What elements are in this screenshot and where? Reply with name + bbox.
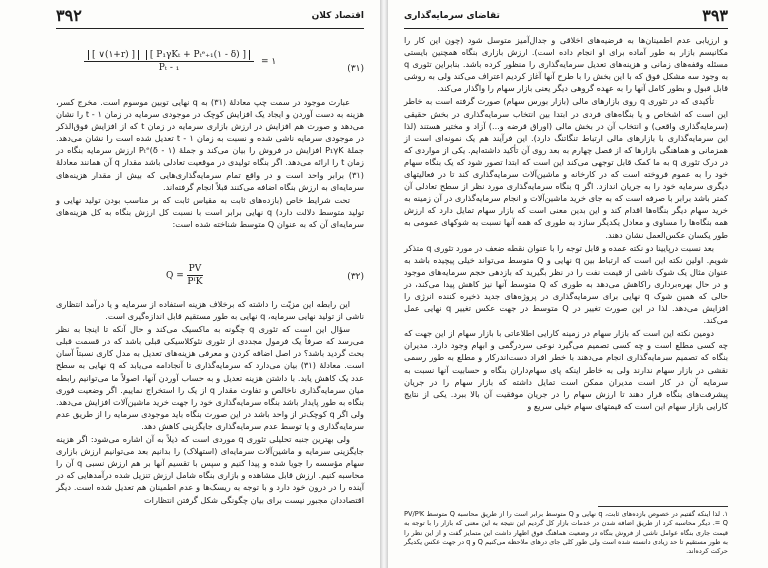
- equation-32-numerator: PV: [188, 264, 202, 274]
- equation-32-number: (۳۲): [347, 272, 364, 282]
- equation-31-numerator-right: [ P₁γKₜ + Pₜᵉ₊₁(۱ - δ) ]: [146, 50, 250, 60]
- right-page-header: [404, 8, 728, 29]
- equation-31: [56, 50, 364, 90]
- left-page-number: ۳۹۲: [56, 6, 82, 25]
- right-page: [388, 0, 768, 568]
- equation-32: [56, 264, 364, 294]
- left-page: [0, 0, 380, 568]
- left-paragraph-2: تحت شرایط خاص (بازده‌های ثابت به مقیاس ثابت که بر مناسب بودن تولید نهایی و تولید متوسط دلالت دارد) q نهایی برابر است با نسبت کل ارزش بنگاه به کل هزینه‌های سرمایه‌ای آن که به عنوان Q متوسط شناخته شده است:: [56, 194, 365, 229]
- equation-31-equals: = ۱: [260, 57, 277, 67]
- equation-32-fraction: [187, 264, 204, 287]
- left-text-block-1: [56, 96, 364, 231]
- left-paragraph-3: این رابطه این مزیّت را داشته که برخلاف هزینه استفاده از سرمایه و یا درآمد انتظاری ناشی از تولید نهایی سرمایه، q نهایی به طور مستقیم قابل اندازه‌گیری است.: [56, 299, 364, 322]
- equation-32-lhs: Q =: [166, 271, 184, 281]
- equation-31-number: (۳۱): [347, 64, 364, 74]
- equation-31-numerator-left: [ ∨(۱+r) ]: [88, 50, 139, 60]
- right-paragraph-3: بعد نسبت درپایینا دو نکته عمده و قابل توجه را با عنوان نقطه ضعف در مورد تئوری q متذکر شویم. اولین نکته این است که ارتباط بین q نهایی و Q متوسط می‌تواند خیلی پیچیده باشد به عنوان مثال یک شوک ناشی از قیمت نفت را در نظر بگیرید که بازدهی حجم سرمایه‌های موجود و در حال بهره‌برداری راکاهش می‌دهد به طوری که Q متوسط آنها نیز کاهش پیدا می‌کند، در حالی که همین شوک q نهایی برای سرمایه‌گذاری در پروژه‌های جدید ذخیره کننده انرژی را افزایش می‌دهد. لذا در این صورت تغییر در Q متوسط در جهت عکس تغییر q نهایی عمل می‌کند.: [404, 242, 728, 326]
- left-page-header: [56, 8, 364, 29]
- book-gutter: [380, 0, 388, 568]
- right-paragraph-2: تأکیدی که در تئوری q روی بازارهای مالی (بازار بورس سهام) صورت گرفته است به خاطر این است که اشخاص و یا بنگاه‌های فردی در ابتدا بین انتخاب سرمایه‌گذاری در بخش حقیقی (سرمایه‌گذاری واقعی) و انتخاب آن در بخش مالی (اوراق قرضه و...) آزاد و مختیر هستند (لذا این سرمایه‌گذاری با بازارهای مالی ارتباط تنگاتنگ دارد). این فرآیند هم یک نمونه‌ای است از همزمانی و هماهنگی بازارها که از فصل چهارم به بعد روی آن تأکید داشته‌ایم. یکی از مواردی که در درک تئوری q به ما کمک قابل توجهی می‌کند این است که ابتدا تصور شود که یک بنگاه سهام خود را به عموم فروخته است که در کارخانه و ماشین‌آلات سرمایه‌گذاری کند تا در فعالیتهای دیگری سرمایه خود را به جریان اندازد. اگر q بنگاه سرمایه‌گذاری مورد نظر از سطح تعادلی آن کمتر باشد برابر با صرفه است که به جای خرید ماشین‌آلات و انجام سرمایه‌گذاری در آن زمینه به خرید سهام دیگر بنگاه‌ها اقدام کند و این بدین معنی است که بازار سهام تمایل دارد که ارزش همه بنگاه‌ها را مساوی و معادل یکدیگر سازد به طوری که همه آنها نسبت به شوکهای عمومی به طور یکسان عکس‌العمل نشان دهند.: [404, 96, 728, 240]
- equation-31-denominator: Pₜ - ₁: [158, 63, 180, 73]
- right-paragraph-1: و ارزیابی عدم اطمینان‌ها به فرضیه‌های اخلاقی و جدال‌آمیز متوسل شود (چون این کار را مکانیسم بازار به طور آماده برای او انجام داده است). ارزش بازاری بنگاه همچنین بایستی مسئله وقفه‌های زمانی و هزینه‌های تعدیل سرمایه‌گذاری را منظور کرده باشد. بنابراین تئوری q به وجود سه مشکل فوق که با این بخش را با طرح آنها آغاز کردیم اعتراف می‌کند ولی به روشی قابل قبول و بطور کامل آنها را به عهده گروهی دیگر یعنی بازار سهام را واگذار می‌کند.: [404, 35, 728, 94]
- equation-32-body: [166, 264, 203, 287]
- left-text-block-2: [56, 298, 364, 507]
- footnote: ۱. لذا اینکه گفتیم در خصوص بازده‌های ثابت، q نهایی و Q متوسط برابر است را از طریق محاسبه Q متوسط PV/PᴵK = Q. دیگر محاسبه کرد از طریق اضافه شدن در خدمات بازار کل گردیم این نتیجه به این معنی که بازار را با توجه به قیمت جاری بنگاه عوامل ناشی از فروش بنگاه در وضعیت هماهنگ فوق اظهار داشت این متمایز گفت و از این نظر را به طور مستقیم تا حد زیادی دانسته شده است ولی طور کلی جای درهای ملاحظه می‌کنیم Q و q در جهت عکس یکدیگر حرکت کرده‌اند.: [404, 510, 728, 556]
- left-paragraph-5: ولی بهترین جنبه تحلیلی تئوری q موردی است که ذیلاً به آن اشاره می‌شود: اگر هزینه جایگزینی سرمایه و ماشین‌آلات سرمایه‌ای (استهلاک) را بدانیم بعد می‌توانیم ارزش بازاری سهام مؤسسه را جویا شده و پیدا کنیم و سپس با تقسیم آنها بر هم ارزش نسبی q آن را محاسبه کنیم. ارزش قابل مشاهده و بازاری بنگاه شامل ارزش تنزیل شده درآمدهایی که در آینده را در درون خود دارد و با توجه به ریسک‌ها و عدم اطمینان هم تعدیل شده است. دیگر اقتصاددان مجبور نیست برای بیان چگونگی شکل گرفتن انتظارات: [56, 434, 364, 505]
- left-paragraph-1: عبارت موجود در سمت چپ معادلهٔ (۳۱) به q نهایی توبین موسوم است. مخرج کسر، هزینه به دست آوردن و ایجاد یک افزایش کوچک در موجودی سرمایه در زمان ۱ - t را نشان می‌دهد و صورت هم افزایش در ارزش بازاری سرمایه در زمان t که از افزایش فوق‌الذکر در موجودی سرمایه ناشی شده و نسبت به زمان ۱ - t تعدیل شده است را نشان می‌دهد. جملهٔ P₁γK افزایش در فروش را بیان می‌کند و جملهٔ (۱ - δ)Pₜᵉ ارزش سرمایه بنگاه در زمان t را ارائه می‌دهد. اگر بنگاه تولیدی در موقعیت تعادلی باشد مقدار q آن همانند معادلهٔ (۳۱) برابر واحد است و در واقع تمام سرمایه‌گذاری‌هایی که بیش از مقدار هزینه‌های سرمایه‌ای به ارزش بنگاه اضافه می‌کنند قبلاً انجام گرفته‌اند.: [56, 97, 365, 192]
- equation-31-fraction: [84, 50, 254, 73]
- footnote-divider: [598, 506, 728, 507]
- right-text-block: [404, 34, 728, 413]
- left-running-title: اقتصاد کلان: [311, 11, 364, 21]
- right-running-title: تقاضای سرمایه‌گذاری: [404, 11, 500, 21]
- equation-32-denominator: PᴵK: [187, 277, 203, 287]
- right-page-number: ۳۹۳: [702, 6, 728, 25]
- right-paragraph-4: دومین نکته این است که بازار سهام در زمینه کارایی اطلاعاتی با بازار سهام از این جهت که چه کسی مطلع است و چه کسی تصمیم می‌گیرد نوعی سردرگمی و ابهام وجود دارد. مدیران بنگاه که تصمیم سرمایه‌گذاری انجام می‌دهند با خطر افراد دست‌اندرکار و مطلع به طور رسمی نقشی در بازار سهام ندارند ولی به خاطر اینکه پای سهام‌داران بنگاه و حسابیت آنها نسبت به سرمایه آن در کار است مدیران ممکن است تمایل داشته که بازار سهام را در جریان پیشرفت‌های بنگاه قرار دهند تا ارزش سهام را در جریان موفقیت آن بالا ببرد. یکی از نتایج کارایی بازار سهام این است که قیمتهای سهام خیلی سریع و: [404, 328, 728, 411]
- equation-31-body: [84, 50, 276, 73]
- left-paragraph-4: سؤال این است که تئوری q چگونه به ماکسیک می‌کند و حال آنکه تا اینجا به نظر می‌رسد که صرفاً یک فرمول مجددی از تئوری نئوکلاسیکی قبلی باشد که در قسمت قبلی بحث گردید باشد؟ در اصل اضافه کردن و معرفی هزینه‌های تعدیل به مدل کاری نسبتاً آسان است. معادلهٔ (۳۱) بیان می‌دارد که سرمایه‌گذاری تا آنجادامه می‌یابد که q نهایی به سطح عدد یک کاهش یابد. با داشتن هزینه تعدیل و به حساب آوردن آنها، اصولاً ما می‌توانیم رابطه میان سرمایه‌گذاری ناخالص و تفاوت مقدار q از یک را استخراج نماییم. اگر وضعیت فوری بنگاه به طور پایدار باشد بنگاه سرمایه‌گذاری خود را جهت خرید ماشین‌آلات افزایش می‌دهد. ولی اگر q کوچک‌تر از واحد باشد در این صورت بنگاه باید موجودی سرمایه را از طریق عدم سرمایه‌گذاری و یا توسط عدم سرمایه‌گذاری جایگزینی کاهش دهد.: [56, 324, 364, 431]
